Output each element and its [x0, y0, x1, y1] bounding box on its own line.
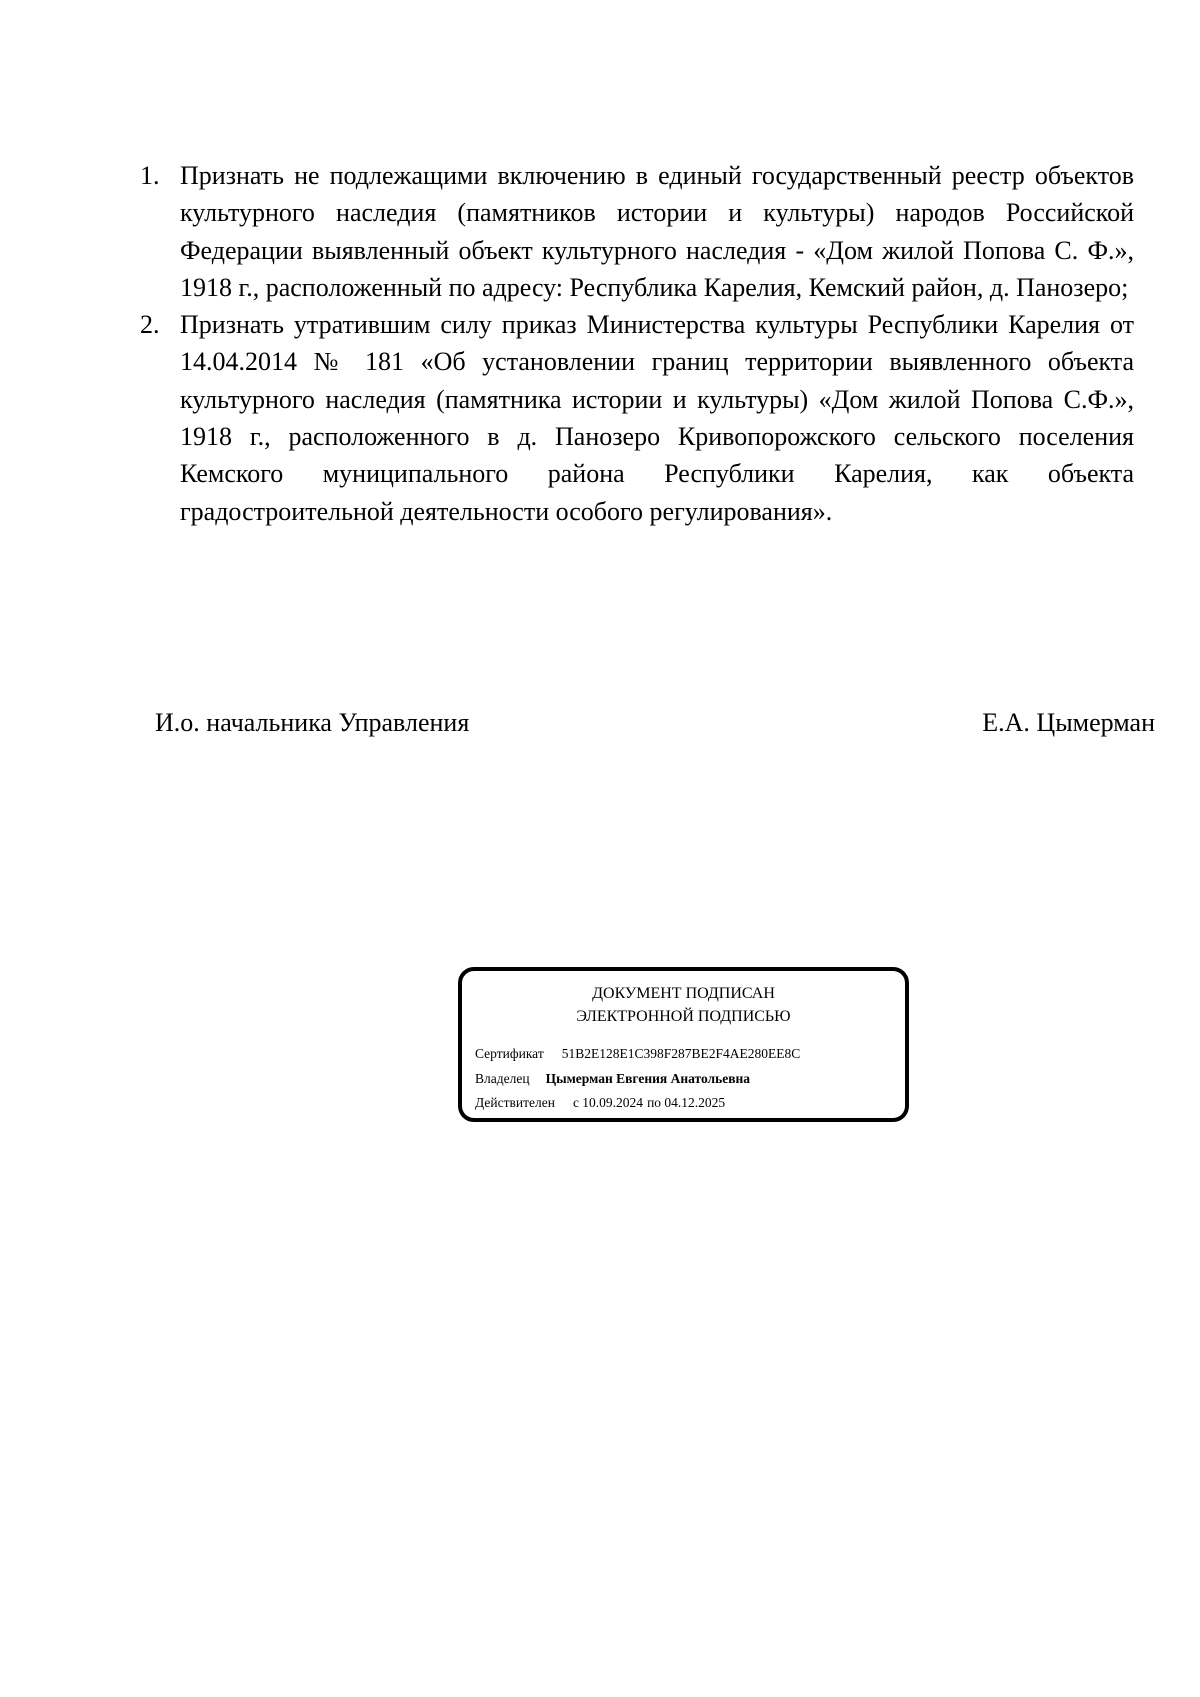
order-items-list	[140, 157, 1134, 530]
order-item-1	[140, 157, 1134, 306]
signer-position: И.о. начальника Управления	[155, 708, 470, 737]
stamp-heading-line-2: ЭЛЕКТРОННОЙ ПОДПИСЬЮ	[576, 1008, 791, 1025]
certificate-label: Сертификат	[475, 1046, 544, 1061]
certificate-value: 51B2E128E1C398F287BE2F4AE280EE8C	[561, 1046, 801, 1061]
stamp-validity-row	[475, 1093, 725, 1113]
item-text: Признать не подлежащими включению в единый государственный реестр объектов культурного наследия (памятников истории и культуры) народов Российской Федерации выявленный объект культурного наследия - «Дом жилой Попова С. Ф.», 1918 г., расположенный по адресу: Республика Карелия, Кемский район, д. Панозеро;	[180, 161, 1134, 302]
owner-label: Владелец	[475, 1071, 530, 1086]
item-text: Признать утратившим силу приказ Министерства культуры Республики Карелия от 14.04.2014 № 181 «Об установлении границ территории выявленного объекта культурного наследия (памятника истории и культуры) «Дом жилой Попова С.Ф.», 1918 г., расположенного в д. Панозеро Кривопорожского сельского поселения Кемского муниципального района Республики Карелия, как объекта градостроительной деятельности особого регулирования».	[180, 310, 1134, 526]
valid-from: с 10.09.2024	[572, 1095, 644, 1110]
owner-value: Цымерман Евгения Анатольевна	[545, 1071, 751, 1086]
item-number: 2.	[140, 310, 160, 340]
order-item-2	[140, 306, 1134, 530]
stamp-certificate-row	[475, 1044, 800, 1064]
stamp-owner-row	[475, 1069, 750, 1089]
signer-name: Е.А. Цымерман	[982, 708, 1155, 737]
stamp-heading-line-1: ДОКУМЕНТ ПОДПИСАН	[592, 985, 775, 1002]
electronic-signature-stamp	[458, 967, 909, 1122]
stamp-heading	[462, 982, 905, 1028]
item-number: 1.	[140, 161, 160, 190]
valid-to: по 04.12.2025	[647, 1095, 726, 1110]
validity-label: Действителен	[475, 1095, 555, 1110]
